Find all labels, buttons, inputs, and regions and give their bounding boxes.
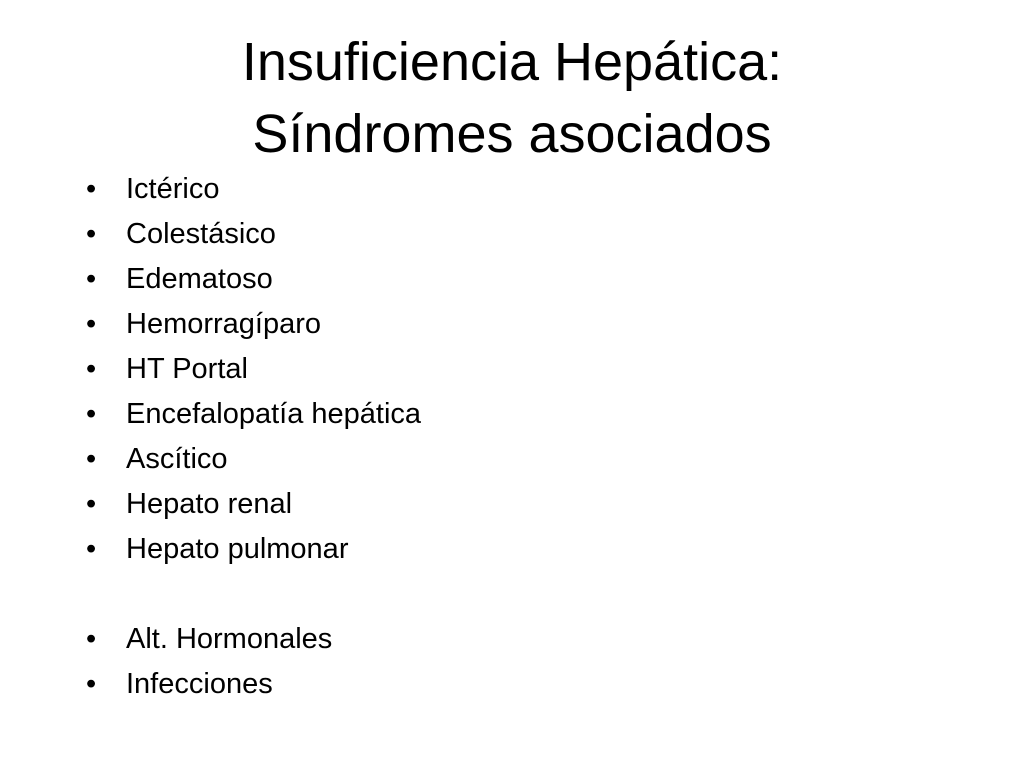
bullet-list (86, 167, 421, 707)
list-item (86, 347, 421, 392)
bullet-icon: • (86, 443, 97, 475)
bullet-icon: • (86, 533, 97, 565)
list-item-text: HT Portal (126, 353, 248, 385)
list-item-text: Edematoso (126, 263, 273, 295)
list-item-text: Hemorragíparo (126, 308, 322, 340)
list-item-text: Colestásico (126, 218, 276, 250)
list-item-text: Hepato pulmonar (126, 533, 349, 565)
list-item (86, 212, 421, 257)
title-line-1: Insuficiencia Hepática: (241, 32, 783, 92)
title-line-2: Síndromes asociados (252, 104, 772, 164)
list-item-text: Hepato renal (126, 488, 293, 520)
list-item-text: Ictérico (126, 173, 220, 205)
list-item (86, 257, 421, 302)
list-item (86, 527, 421, 572)
list-item (86, 482, 421, 527)
list-item-text: Infecciones (126, 668, 273, 700)
bullet-icon: • (86, 488, 97, 520)
bullet-icon: • (86, 173, 97, 205)
list-item (86, 662, 421, 707)
list-item (86, 617, 421, 662)
list-spacer (86, 572, 421, 617)
list-item-text: Encefalopatía hepática (126, 398, 422, 430)
bullet-icon: • (86, 218, 97, 250)
bullet-icon: • (86, 308, 97, 340)
slide-title (0, 26, 1024, 170)
list-item-text: Alt. Hormonales (126, 623, 333, 655)
bullet-icon: • (86, 623, 97, 655)
bullet-icon: • (86, 263, 97, 295)
list-item (86, 167, 421, 212)
list-item (86, 437, 421, 482)
bullet-icon: • (86, 353, 97, 385)
bullet-icon: • (86, 668, 97, 700)
list-item-text: Ascítico (126, 443, 228, 475)
list-item (86, 302, 421, 347)
bullet-icon: • (86, 398, 97, 430)
list-item (86, 392, 421, 437)
